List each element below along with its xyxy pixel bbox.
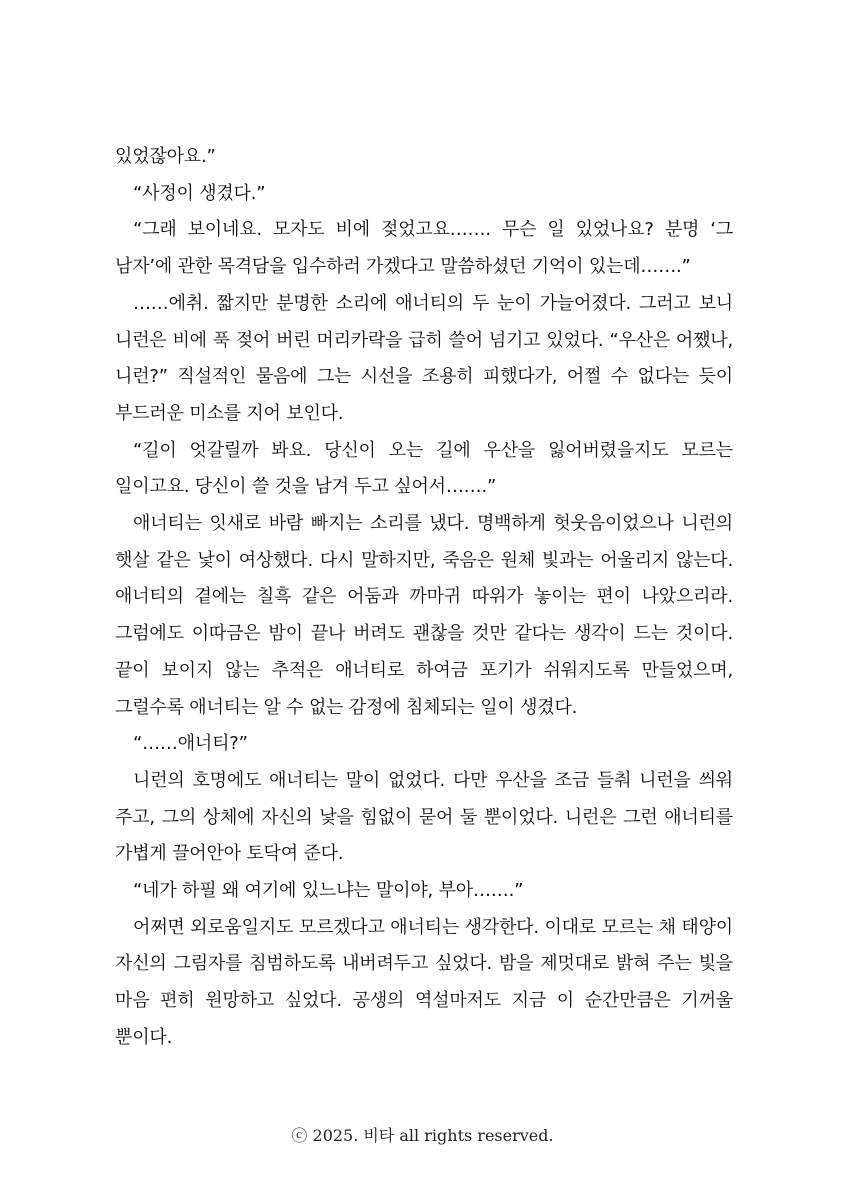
paragraph-9: “네가 하필 왜 여기에 있느냐는 말이야, 부아…….” <box>133 880 524 902</box>
paragraph-2: “사정이 생겼다.” <box>133 182 266 204</box>
paragraph-4: ……에취. 짧지만 분명한 소리에 애너티의 두 눈이 가늘어졌다. 그러고 보니 니런은 비에 푹 젖어 버린 머리카락을 급히 쓸어 넘기고 있었다. “우산은 어쨌나, 니런?” 직설적인 물음에 그는 시선을 조용히 피했다가, 어쩔 수 없다는 듯이 부드러운 미소를 지어 보인다. <box>115 292 733 424</box>
paragraph-6: 애너티는 잇새로 바람 빠지는 소리를 냈다. 명백하게 헛웃음이었으나 니런의 햇살 같은 낯이 여상했다. 다시 말하지만, 죽음은 원체 빛과는 어울리지 않는다. 애너티의 곁에는 칠흑 같은 어둠과 까마귀 따위가 놓이는 편이 나았으리라. 그럼에도 이따금은 밤이 끝나 버려도 괜찮을 것만 같다는 생각이 드는 것이다. 끝이 보이지 않는 추적은 애너티로 하여금 포기가 쉬워지도록 만들었으며, 그럴수록 애너티는 알 수 없는 감정에 침체되는 일이 생겼다. <box>115 513 733 718</box>
paragraph-10: 어쩌면 외로움일지도 모르겠다고 애너티는 생각한다. 이대로 모르는 채 태양이 자신의 그림자를 침범하도록 내버려두고 싶었다. 밤을 제멋대로 밝혀 주는 빛을 마음 편히 원망하고 싶었다. 공생의 역설마저도 지금 이 순간만큼은 기꺼울 뿐이다. <box>115 916 733 1048</box>
paragraph-8: 니런의 호명에도 애너티는 말이 없었다. 다만 우산을 조금 들춰 니런을 씌워 주고, 그의 상체에 자신의 낯을 힘없이 묻어 둘 뿐이었다. 니런은 그런 애너티를 가볍게 끌어안아 토닥여 준다. <box>115 769 733 865</box>
paragraph-7: “……애너티?” <box>133 733 248 755</box>
story-body <box>115 139 733 1057</box>
paragraph-5: “길이 엇갈릴까 봐요. 당신이 오는 길에 우산을 잃어버렸을지도 모르는 일이고요. 당신이 쓸 것을 남겨 두고 싶어서…….” <box>115 439 733 498</box>
copyright-footer: ⓒ 2025. 비타 all rights reserved. <box>291 1126 554 1145</box>
paragraph-1: 있었잖아요.” <box>115 146 216 167</box>
paragraph-3: “그래 보이네요. 모자도 비에 젖었고요……. 무슨 일 있었나요? 분명 ‘그 남자’에 관한 목격담을 입수하러 가겠다고 말씀하셨던 기억이 있는데…….” <box>115 219 733 278</box>
